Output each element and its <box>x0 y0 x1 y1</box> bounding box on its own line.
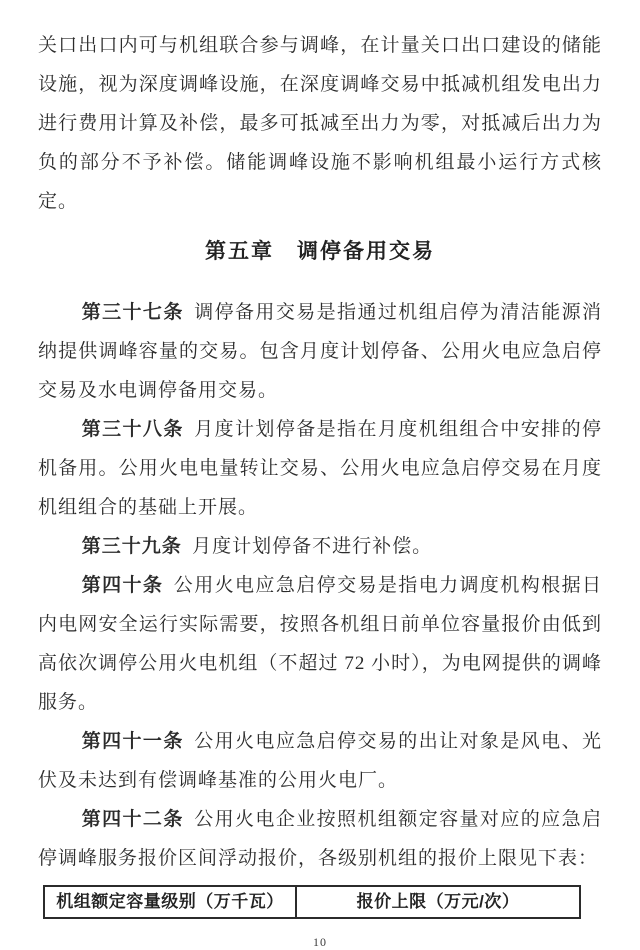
article-text: 公用火电企业按照机组额定容量对应的应急启停调峰服务报价区间浮动报价，各级别机组的报价上限见下表： <box>38 809 602 869</box>
article-text: 公用火电应急启停交易是指电力调度机构根据日内电网安全运行实际需要，按照各机组日前单位容量报价由低到高依次调停公用火电机组（不超过 72 小时），为电网提供的调峰服务。 <box>38 575 602 713</box>
article-text: 月度计划停备不进行补偿。 <box>192 536 433 557</box>
price-cap-table <box>43 885 581 919</box>
page-number: 10 <box>313 935 327 949</box>
article-paragraph-39 <box>38 527 602 566</box>
paragraph-continuation: 关口出口内可与机组联合参与调峰，在计量关口出口建设的储能设施，视为深度调峰设施，在深度调峰交易中抵减机组发电出力进行费用计算及补偿，最多可抵减至出力为零，对抵减后出力为负的部分不予补偿。储能调峰设施不影响机组最小运行方式核定。 <box>38 35 602 212</box>
article-number: 第四十二条 <box>81 809 184 830</box>
article-paragraph-37 <box>38 293 602 410</box>
article-number: 第三十九条 <box>81 536 182 557</box>
article-text: 月度计划停备是指在月度机组组合中安排的停机备用。公用火电电量转让交易、公用火电应急启停交易在月度机组组合的基础上开展。 <box>38 419 602 518</box>
table-header-row <box>44 886 580 918</box>
article-paragraph-42 <box>38 800 602 878</box>
article-number: 第三十八条 <box>81 419 184 440</box>
article-number: 第四十一条 <box>81 731 184 752</box>
article-text: 公用火电应急启停交易的出让对象是风电、光伏及未达到有偿调峰基准的公用火电厂。 <box>38 731 602 791</box>
chapter-title: 第五章 调停备用交易 <box>205 239 435 263</box>
article-number: 第四十条 <box>81 575 164 596</box>
table-header-capacity-level: 机组额定容量级别（万千瓦） <box>44 886 296 918</box>
article-paragraph-41 <box>38 722 602 800</box>
article-number: 第三十七条 <box>81 302 184 323</box>
article-text: 调停备用交易是指通过机组启停为清洁能源消纳提供调峰容量的交易。包含月度计划停备、公用火电应急启停交易及水电调停备用交易。 <box>38 302 602 401</box>
table-header-price-cap: 报价上限（万元/次） <box>296 886 580 918</box>
article-paragraph-40 <box>38 566 602 722</box>
article-paragraph-38 <box>38 410 602 527</box>
